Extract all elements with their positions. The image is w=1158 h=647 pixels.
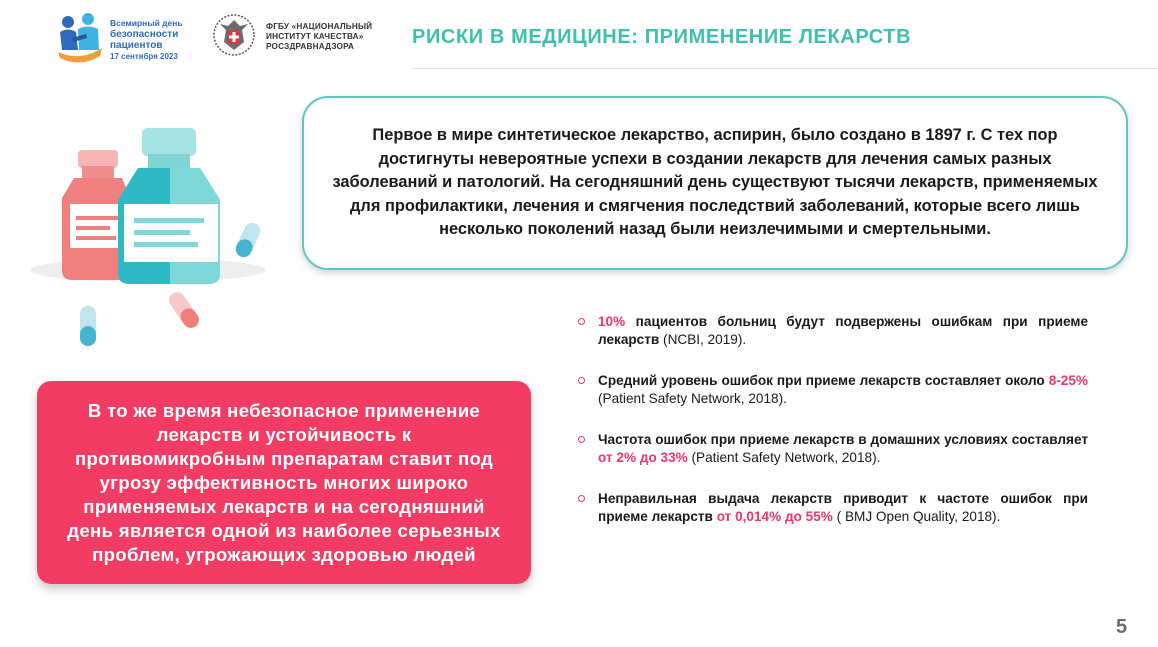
bullet-icon (578, 495, 585, 502)
list-item: 10% пациентов больниц будут подвержены ошибкам при приеме лекарств (NCBI, 2019). (578, 313, 1088, 349)
logo1-line2: безопасности (110, 29, 179, 40)
warning-text: В то же время небезопасное применение лекарств и устойчивость к противомикробным препаратам ставит под угрозу эффективность многих широко применяемых лекарств и на сегодняшний день является одной из наиболее серьезных проблем, угрожающих здоровью людей (67, 399, 501, 565)
logo1-date: 17 сентября 2023 (110, 52, 178, 61)
highlight-value: 10% (598, 314, 626, 329)
list-item: Средний уровень ошибок при приеме лекарств составляет около 8-25% (Patient Safety Network, 2018). (578, 372, 1088, 408)
bullet-icon (578, 377, 585, 384)
highlight-value: 8-25% (1048, 373, 1088, 388)
highlight-value: от 0,014% до 55% (716, 509, 833, 524)
bullet-icon (578, 318, 585, 325)
source-citation: ( BMJ Open Quality, 2018). (832, 509, 1001, 524)
capsule-blue-icon (80, 306, 96, 346)
capsule-pink-icon (166, 289, 202, 331)
logo2-line2: ИНСТИТУТ КАЧЕСТВА» (266, 32, 364, 41)
patient-safety-people-icon (52, 10, 108, 66)
logo1-line3: пациентов (110, 40, 163, 51)
logo1-line1: Всемирный день (110, 18, 183, 28)
list-item: Частота ошибок при приеме лекарств в домашних условиях составляет от 2% до 33% (Patient Safety Network, 2018). (578, 431, 1088, 467)
logo1-text (110, 18, 183, 62)
teal-bottle-icon (118, 128, 220, 284)
source-citation: (Patient Safety Network, 2018). (687, 450, 881, 465)
header (0, 0, 1158, 72)
capsule-teal-icon (233, 220, 263, 259)
list-item: Неправильная выдача лекарств приводит к частоте ошибок при приеме лекарств от 0,014% до 55% ( BMJ Open Quality, 2018). (578, 490, 1088, 526)
logo2-line1: ФГБУ «НАЦИОНАЛЬНЫЙ (266, 22, 373, 31)
logo2-line3: РОСЗДРАВНАДЗОРА (266, 42, 355, 51)
page-number: 5 (1116, 616, 1128, 638)
intro-text: Первое в мире синтетическое лекарство, аспирин, было создано в 1897 г. С тех пор достигнуты невероятные успехи в создании лекарств для лечения самых разных заболеваний и патологий. На сегодняшний день существуют тысячи лекарств, применяемых для профилактики, лечения и смягчения последствий заболеваний, которые всего лишь несколько поколений назад были неизлечимыми и смертельными. (332, 126, 1098, 239)
warning-box (37, 381, 531, 584)
source-citation: (NCBI, 2019). (659, 332, 747, 347)
medicine-bottles-illustration (30, 120, 280, 350)
statistics-list (578, 313, 1088, 549)
bullet-icon (578, 436, 585, 443)
emblem-icon (210, 10, 258, 60)
highlight-value: от 2% до 33% (598, 450, 688, 465)
intro-box (302, 96, 1128, 270)
patient-safety-day-logo (52, 10, 202, 66)
logo2-text (266, 22, 372, 52)
slide-title: РИСКИ В МЕДИЦИНЕ: ПРИМЕНЕНИЕ ЛЕКАРСТВ (412, 26, 912, 48)
source-citation: (Patient Safety Network, 2018). (598, 391, 787, 406)
national-institute-logo (210, 10, 380, 66)
header-divider (412, 68, 1158, 69)
